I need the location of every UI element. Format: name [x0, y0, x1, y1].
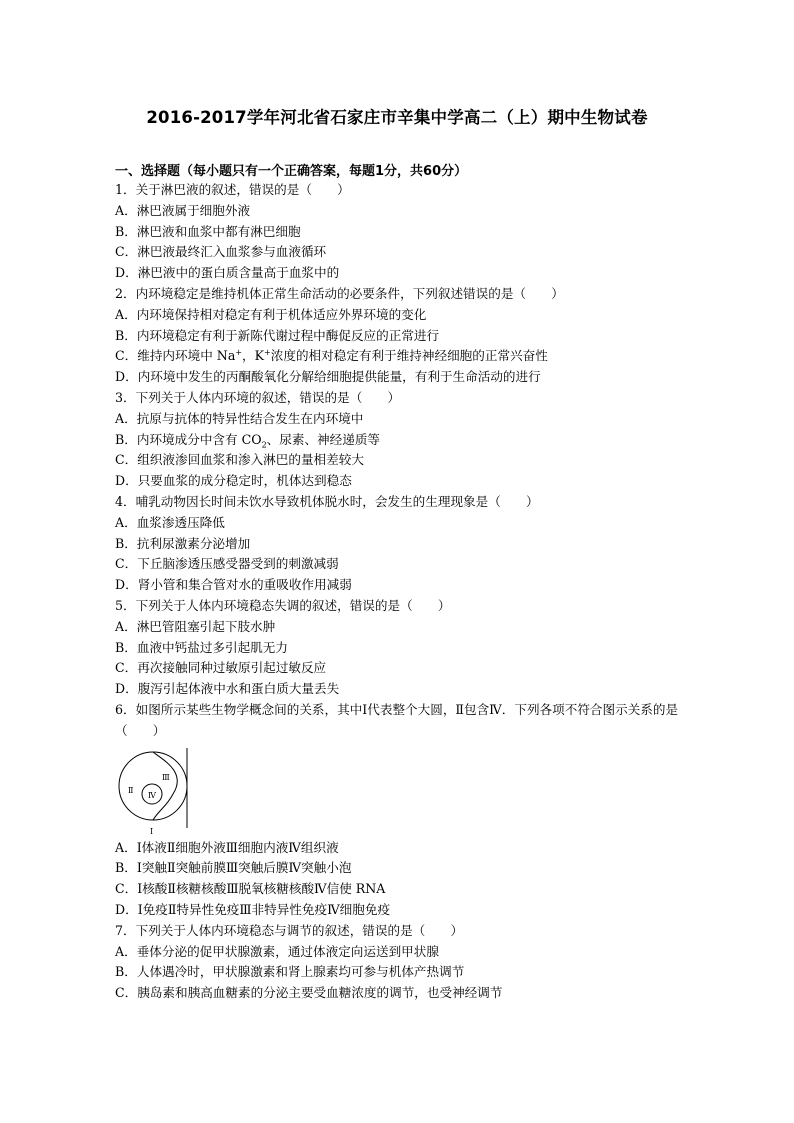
option-text: ，K [242, 348, 265, 364]
question-4-stem: 4．哺乳动物因长时间未饮水导致机体脱水时，会发生的生理现象是（ ） [115, 493, 539, 509]
question-3-option-d: D．只要血浆的成分稳定时，机体达到稳态 [115, 473, 352, 489]
question-1-option-c: C．淋巴液最终汇入血浆参与血液循环 [115, 244, 327, 260]
label-III: Ⅲ [162, 772, 170, 782]
superscript-plus: + [264, 348, 271, 358]
option-text: 浓度的相对稳定有利于维持神经细胞的正常兴奋性 [270, 348, 548, 364]
question-3-option-b [115, 430, 690, 451]
exam-title: 2016-2017学年河北省石家庄市辛集中学高二（上）期中生物试卷 [146, 108, 648, 127]
question-7-option-a: A．垂体分泌的促甲状腺激素，通过体液定向运送到甲状腺 [115, 943, 439, 959]
question-6-option-a: A．Ⅰ体液Ⅱ细胞外液Ⅲ细胞内液Ⅳ组织液 [115, 839, 339, 855]
subscript-2: 2 [261, 440, 267, 450]
question-7-option-c: C．胰岛素和胰高血糖素的分泌主要受血糖浓度的调节，也受神经调节 [115, 985, 503, 1001]
question-2-option-d: D．内环境中发生的丙酮酸氧化分解给细胞提供能量，有利于生命活动的进行 [115, 369, 541, 385]
question-3-option-a: A．抗原与抗体的特异性结合发生在内环境中 [115, 410, 364, 426]
question-6-option-d: D．Ⅰ免疫Ⅱ特异性免疫Ⅲ非特异性免疫Ⅳ细胞免疫 [115, 901, 391, 917]
label-II: Ⅱ [128, 785, 134, 795]
question-4-option-d: D．肾小管和集合管对水的重吸收作用减弱 [115, 577, 352, 593]
question-2-option-a: A．内环境保持相对稳定有利于机体适应外界环境的变化 [115, 306, 427, 322]
question-3-option-c: C．组织液渗回血浆和渗入淋巴的量相差较大 [115, 452, 364, 468]
question-7-stem: 7．下列关于人体内环境稳态与调节的叙述，错误的是（ ） [115, 922, 464, 938]
label-IV: Ⅳ [148, 790, 156, 800]
question-2-option-b: B．内环境稳定有利于新陈代谢过程中酶促反应的正常进行 [115, 327, 440, 343]
option-text: 、尿素、神经递质等 [266, 431, 380, 447]
question-5-option-d: D．腹泻引起体液中水和蛋白质大量丢失 [115, 681, 340, 697]
question-6-option-c: C．Ⅰ核酸Ⅱ核糖核酸Ⅲ脱氧核糖核酸Ⅳ信使 RNA [115, 881, 386, 897]
question-5-option-a: A．淋巴管阻塞引起下肢水肿 [115, 618, 276, 634]
question-4-option-c: C．下丘脑渗透压感受器受到的刺激减弱 [115, 556, 339, 572]
question-6-option-b: B．Ⅰ突触Ⅱ突触前膜Ⅲ突触后膜Ⅳ突触小泡 [115, 860, 352, 876]
superscript-plus: + [235, 348, 243, 358]
question-7-option-b: B．人体遇冷时，甲状腺激素和肾上腺素均可参与机体产热调节 [115, 964, 465, 980]
question-4-option-a: A．血浆渗透压降低 [115, 514, 225, 530]
question-5-option-c: C．再次接触同种过敏原引起过敏反应 [115, 660, 327, 676]
curve-divider [153, 752, 177, 820]
question-3-stem: 3．下列关于人体内环境的叙述，错误的是（ ） [115, 389, 401, 405]
option-text: B．内环境成分中含有 CO [115, 431, 262, 447]
question-5-stem: 5．下列关于人体内环境稳态失调的叙述，错误的是（ ） [115, 597, 451, 613]
section-heading: 一、选择题（每小题只有一个正确答案，每题1分，共60分） [115, 164, 468, 179]
option-text: C．维持内环境中 Na [115, 348, 236, 364]
question-6-stem: 6．如图所示某些生物学概念间的关系，其中Ⅰ代表整个大圆，Ⅱ包含Ⅳ．下列各项不符合图示关系的是（ ） [115, 701, 679, 738]
label-I: Ⅰ [150, 826, 154, 836]
question-1-option-b: B．淋巴液和血浆中都有淋巴细胞 [115, 223, 301, 239]
question-4-option-b: B．抗利尿激素分泌增加 [115, 535, 251, 551]
concept-diagram-svg [115, 748, 197, 838]
question-list [115, 180, 690, 1004]
question-2-stem: 2．内环境稳定是维持机体正常生命活动的必要条件，下列叙述错误的是（ ） [115, 285, 564, 301]
question-2-option-c [115, 346, 690, 367]
question-1-stem: 1．关于淋巴液的叙述，错误的是（ ） [115, 182, 350, 197]
question-1-option-d: D．淋巴液中的蛋白质含量高于血浆中的 [115, 265, 340, 281]
question-5-option-b: B．血液中钙盐过多引起肌无力 [115, 639, 288, 655]
question-1-option-a: A．淋巴液属于细胞外液 [115, 202, 251, 218]
concept-diagram [115, 742, 690, 838]
